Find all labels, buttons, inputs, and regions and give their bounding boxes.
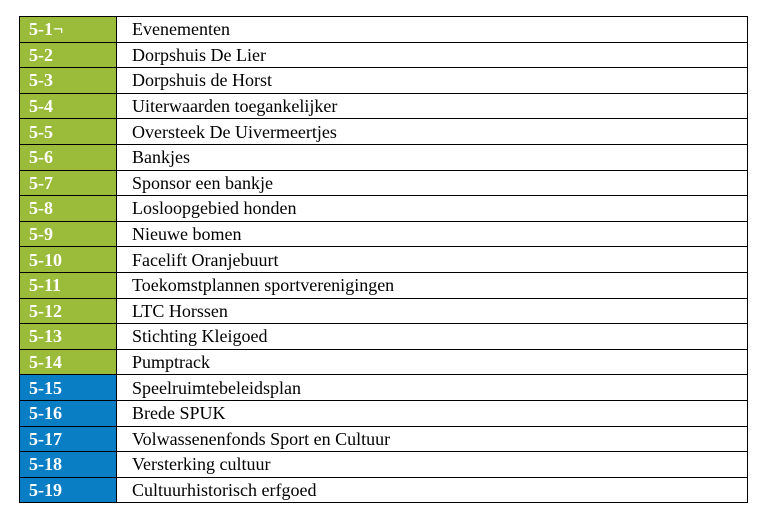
project-name-cell: Bankjes (117, 144, 748, 170)
project-name-cell: Speelruimtebeleidsplan (117, 375, 748, 401)
project-name-cell: Nieuwe bomen (117, 221, 748, 247)
project-code-cell: 5-10 (20, 247, 117, 273)
project-name-cell: Oversteek De Uivermeertjes (117, 119, 748, 145)
project-name-cell: Uiterwaarden toegankelijker (117, 93, 748, 119)
table-row (20, 400, 748, 426)
project-name-cell: Losloopgebied honden (117, 196, 748, 222)
table-row (20, 247, 748, 273)
project-code-cell: 5-6 (20, 144, 117, 170)
project-code-cell: 5-13 (20, 324, 117, 350)
table-row (20, 144, 748, 170)
project-name-cell: Dorpshuis de Horst (117, 68, 748, 94)
project-code-cell: 5-5 (20, 119, 117, 145)
table-row (20, 170, 748, 196)
table-row (20, 17, 748, 43)
project-name-cell: Toekomstplannen sportverenigingen (117, 272, 748, 298)
table-row (20, 477, 748, 503)
project-code-cell: 5-9 (20, 221, 117, 247)
table-row (20, 221, 748, 247)
table-row (20, 93, 748, 119)
project-name-cell: Versterking cultuur (117, 452, 748, 478)
project-code-cell: 5-4 (20, 93, 117, 119)
table-row (20, 196, 748, 222)
project-code-cell: 5-14 (20, 349, 117, 375)
project-name-cell: LTC Horssen (117, 298, 748, 324)
project-name-cell: Brede SPUK (117, 400, 748, 426)
table-row (20, 119, 748, 145)
project-name-cell: Facelift Oranjebuurt (117, 247, 748, 273)
project-code-cell: 5-19 (20, 477, 117, 503)
table-row (20, 452, 748, 478)
table-row (20, 375, 748, 401)
table-row (20, 272, 748, 298)
table-row (20, 68, 748, 94)
table-row (20, 298, 748, 324)
project-table (19, 16, 748, 503)
project-name-cell: Cultuurhistorisch erfgoed (117, 477, 748, 503)
project-name-cell: Sponsor een bankje (117, 170, 748, 196)
project-name-cell: Dorpshuis De Lier (117, 42, 748, 68)
table-row (20, 426, 748, 452)
project-code-cell: 5-11 (20, 272, 117, 298)
project-code-cell: 5-17 (20, 426, 117, 452)
table-row (20, 42, 748, 68)
project-name-cell: Pumptrack (117, 349, 748, 375)
project-code-cell: 5-7 (20, 170, 117, 196)
project-code-cell: 5-3 (20, 68, 117, 94)
project-code-cell: 5-2 (20, 42, 117, 68)
project-name-cell: Volwassenenfonds Sport en Cultuur (117, 426, 748, 452)
project-code-cell: 5-8 (20, 196, 117, 222)
table-row (20, 349, 748, 375)
project-code-cell: 5-15 (20, 375, 117, 401)
project-code-cell: 5-12 (20, 298, 117, 324)
project-code-cell: 5-1¬ (20, 17, 117, 43)
project-name-cell: Evenementen (117, 17, 748, 43)
project-code-cell: 5-16 (20, 400, 117, 426)
project-code-cell: 5-18 (20, 452, 117, 478)
table-row (20, 324, 748, 350)
project-name-cell: Stichting Kleigoed (117, 324, 748, 350)
project-table-body (20, 17, 748, 503)
